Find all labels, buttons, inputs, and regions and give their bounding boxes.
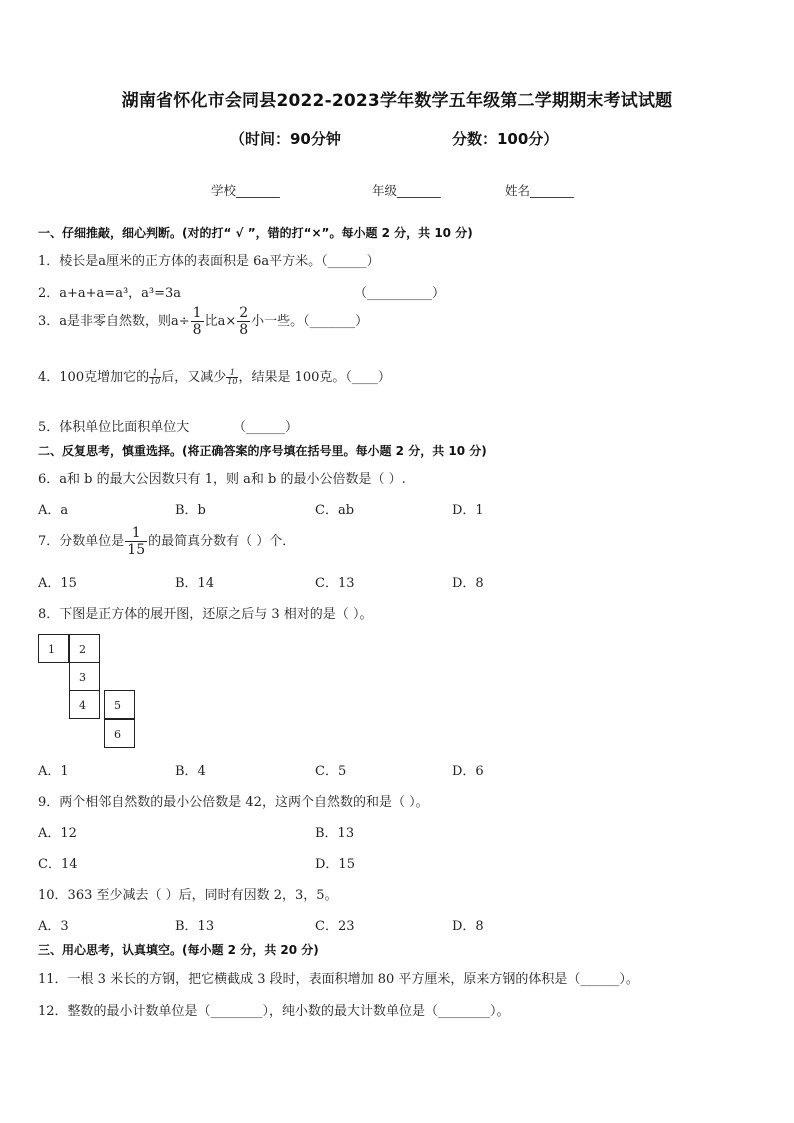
q10-option-b[interactable]: B．13: [175, 919, 215, 934]
question-7-post: 的最简真分数有（ ）个．: [148, 534, 296, 549]
net-cell-1: 1: [38, 634, 69, 663]
question-7-pre: 7．分数单位是: [38, 534, 125, 549]
q9-option-d[interactable]: D．15: [315, 857, 355, 872]
question-3: [38, 306, 368, 337]
net-cell-6: 6: [104, 719, 135, 748]
question-5: 5．体积单位比面积单位大: [38, 420, 190, 435]
q8-option-d[interactable]: D．6: [452, 764, 484, 779]
question-7: [38, 526, 295, 557]
question-3-post: 小一些。（_______）: [251, 314, 369, 329]
question-5-blank[interactable]: （______）: [233, 420, 299, 435]
net-cell-2: 2: [69, 634, 100, 663]
exam-score: 分数：100分）: [452, 130, 559, 148]
grade-field[interactable]: 年级_______: [372, 183, 441, 198]
q6-option-a[interactable]: A．a: [38, 503, 69, 518]
net-cell-4: 4: [69, 690, 100, 719]
q10-option-d[interactable]: D．8: [452, 919, 484, 934]
school-field[interactable]: 学校_______: [211, 183, 280, 198]
exam-time: （时间：90分钟: [230, 130, 341, 148]
q6-option-d[interactable]: D．1: [452, 503, 484, 518]
section-2-heading: 二、反复思考，慎重选择。(将正确答案的序号填在括号里。每小题 2 分，共 10 分): [38, 444, 487, 458]
question-9: 9．两个相邻自然数的最小公倍数是 42，这两个自然数的和是（ ）。: [38, 795, 429, 810]
fraction-1-10-a: $\frac{1}{10}$: [150, 368, 161, 386]
q7-option-a[interactable]: A．15: [38, 576, 77, 591]
name-field[interactable]: 姓名_______: [505, 183, 574, 198]
q10-option-c[interactable]: C．23: [315, 919, 355, 934]
question-4: [38, 366, 391, 386]
question-8: 8．下图是正方体的展开图，还原之后与 3 相对的是（ ）。: [38, 607, 373, 622]
question-12: 12．整数的最小计数单位是（________），纯小数的最大计数单位是（________）。: [38, 1004, 510, 1019]
question-4-pre: 4．100克增加它的: [38, 370, 150, 385]
q9-option-b[interactable]: B．13: [315, 826, 355, 841]
q7-option-d[interactable]: D．8: [452, 576, 484, 591]
q9-option-a[interactable]: A．12: [38, 826, 77, 841]
question-3-mid: 比a×: [204, 314, 237, 329]
q10-option-a[interactable]: A．3: [38, 919, 69, 934]
question-1: 1．棱长是a厘米的正方体的表面积是 6a平方米。（______）: [38, 254, 380, 269]
section-1-heading: 一、仔细推敲，细心判断。(对的打“ √ ”，错的打“×”。每小题 2 分，共 10 分): [38, 226, 473, 240]
q7-option-b[interactable]: B．14: [175, 576, 215, 591]
question-4-post: ，结果是 100克。（____）: [238, 370, 391, 385]
q6-option-b[interactable]: B．b: [175, 503, 206, 518]
q7-option-c[interactable]: C．13: [315, 576, 355, 591]
q8-option-a[interactable]: A．1: [38, 764, 69, 779]
section-3-heading: 三、用心思考，认真填空。(每小题 2 分，共 20 分): [38, 943, 319, 957]
question-2: 2．a+a+a=a³，a³=3a: [38, 286, 182, 301]
question-2-blank[interactable]: （__________）: [354, 286, 446, 301]
q9-option-c[interactable]: C．14: [38, 857, 78, 872]
fraction-1-15: $\frac{1}{15}$: [127, 525, 146, 558]
q6-option-c[interactable]: C．ab: [315, 503, 355, 518]
question-4-mid: 后，又减少: [161, 370, 227, 385]
net-cell-3: 3: [69, 662, 100, 691]
fraction-1-10-b: $\frac{1}{10}$: [227, 368, 238, 386]
question-6: 6．a和 b 的最大公因数只有 1，则 a和 b 的最小公倍数是（ ）.: [38, 472, 406, 487]
fraction-2-8: $\frac{2}{8}$: [239, 305, 249, 338]
question-11: 11．一根 3 米长的方钢，把它横截成 3 段时，表面积增加 80 平方厘米，原来方钢的体积是（______）。: [38, 972, 639, 987]
fraction-1-8: $\frac{1}{8}$: [192, 305, 202, 338]
q8-option-b[interactable]: B．4: [175, 764, 206, 779]
question-3-pre: 3．a是非零自然数，则a÷: [38, 314, 190, 329]
page-title: 湖南省怀化市会同县2022-2023学年数学五年级第二学期期末考试试题: [121, 91, 673, 111]
net-cell-5: 5: [104, 690, 135, 719]
q8-option-c[interactable]: C．5: [315, 764, 347, 779]
question-10: 10．363 至少减去（ ）后，同时有因数 2，3，5。: [38, 888, 338, 903]
